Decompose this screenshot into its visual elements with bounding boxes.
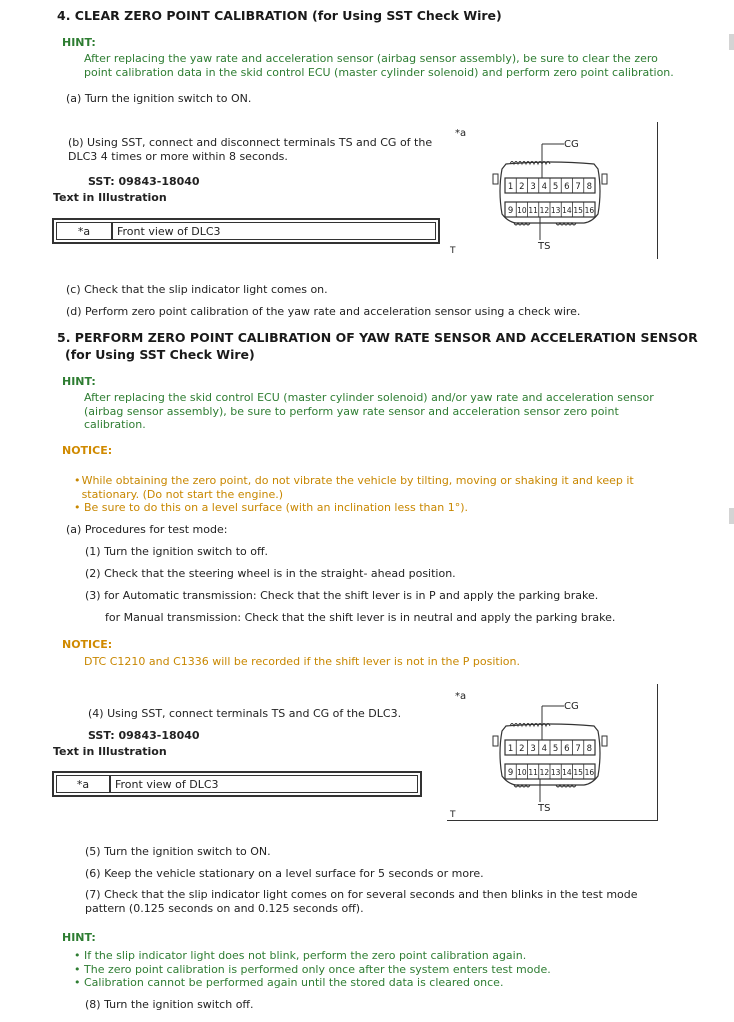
notice-list: [74, 474, 654, 515]
pin-label-6: 6: [564, 182, 570, 192]
step-b: (b) Using SST, connect and disconnect terminals TS and CG of the DLC3 4 times or more within 8 seconds.: [68, 136, 433, 163]
substep-5: (5) Turn the ignition switch to ON.: [85, 845, 271, 858]
pin-label-6: 6: [564, 744, 570, 754]
illustration-legend-table-2: [52, 771, 422, 797]
dlc3-connector-diagram: [486, 136, 616, 256]
section-5-heading: 5. PERFORM ZERO POINT CALIBRATION OF YAW RATE SENSOR AND ACCELERATION SENSOR: [57, 330, 698, 345]
pin-label-8: 8: [586, 744, 593, 754]
pin-label-13: 13: [550, 768, 561, 777]
substep-2: (2) Check that the steering wheel is in the straight- ahead position.: [85, 567, 456, 580]
sst-number-2: SST: 09843-18040: [88, 729, 200, 742]
substep-7: (7) Check that the slip indicator light comes on for several seconds and then blinks in the test mode pattern (0.125 seconds on and 0.125 seconds off).: [85, 888, 638, 915]
pin-label-5: 5: [552, 744, 559, 754]
cg-label: CG: [564, 139, 579, 150]
hint-text: After replacing the yaw rate and acceleration sensor (airbag sensor assembly), be sure to clear the zero point calibration data in the skid control ECU (master cylinder solenoid) and perform zero point calibration.: [84, 52, 674, 79]
pin-label-2: 2: [519, 744, 525, 754]
pin-label-11: 11: [528, 768, 538, 777]
step-5a: (a) Procedures for test mode:: [66, 523, 228, 536]
pin-label-11: 11: [528, 206, 538, 215]
hint-label-3: HINT:: [62, 931, 96, 944]
illustration-marker-a-2: *a: [455, 691, 467, 702]
step-d: (d) Perform zero point calibration of the yaw rate and acceleration sensor using a check wire.: [66, 305, 581, 318]
substep-4: (4) Using SST, connect terminals TS and CG of the DLC3.: [88, 707, 402, 720]
legend-key-2: *a: [56, 775, 110, 793]
bottom-pin-labels: [508, 202, 594, 217]
pin-label-3: 3: [530, 744, 536, 754]
illustration-legend-table: [52, 218, 440, 244]
pin-label-15: 15: [573, 206, 583, 215]
substep-3-manual: for Manual transmission: Check that the shift lever is in neutral and apply the parking brake.: [105, 611, 616, 624]
cg-label-2: CG: [564, 701, 579, 712]
hint-label-2: HINT:: [62, 375, 96, 388]
pin-label-12: 12: [539, 206, 550, 215]
illustration-marker-t-2: T: [450, 810, 456, 820]
substep-1: (1) Turn the ignition switch to off.: [85, 545, 269, 558]
pin-label-9: 9: [507, 206, 514, 216]
substep-8: (8) Turn the ignition switch off.: [85, 998, 254, 1011]
hint-text-2: After replacing the skid control ECU (master cylinder solenoid) and/or yaw rate and acceleration sensor (airbag sensor assembly), be sure to perform yaw rate sensor and acceleration sensor zero point calibration.: [84, 391, 654, 431]
illustration-marker-a: *a: [455, 128, 467, 139]
bottom-pin-labels: [508, 764, 594, 779]
hint-item: • Calibration cannot be performed again until the stored data is cleared once.: [74, 976, 504, 989]
pin-label-1: 1: [507, 744, 514, 754]
pin-label-7: 7: [575, 182, 581, 192]
pin-label-14: 14: [562, 768, 572, 777]
pin-label-16: 16: [584, 206, 595, 215]
hint-list-2: [74, 949, 674, 990]
legend-value: Front view of DLC3: [112, 222, 436, 240]
pin-label-10: 10: [517, 768, 527, 777]
ts-label: TS: [538, 241, 551, 252]
legend-key: *a: [56, 222, 112, 240]
top-pin-labels: [508, 740, 592, 755]
pin-label-12: 12: [539, 768, 550, 777]
pin-label-13: 13: [550, 206, 561, 215]
hint-item: • The zero point calibration is performed only once after the system enters test mode.: [74, 962, 551, 976]
substep-3: (3) for Automatic transmission: Check that the shift lever is in P and apply the parking brake.: [85, 589, 599, 602]
step-c: (c) Check that the slip indicator light comes on.: [66, 283, 328, 296]
text-in-illustration-label: Text in Illustration: [53, 191, 167, 204]
hint-item: • If the slip indicator light does not blink, perform the zero point calibration again.: [74, 949, 527, 962]
section-5-heading-line2: (for Using SST Check Wire): [65, 347, 255, 362]
notice-label-2: NOTICE:: [62, 638, 113, 651]
pin-label-3: 3: [530, 182, 536, 192]
illustration-border-2: [657, 684, 658, 821]
legend-value-2: Front view of DLC3: [110, 775, 418, 793]
pin-label-7: 7: [575, 744, 581, 754]
section-4-heading: 4. CLEAR ZERO POINT CALIBRATION (for Using SST Check Wire): [57, 8, 502, 23]
text-in-illustration-label-2: Text in Illustration: [53, 745, 167, 758]
notice-text-2: DTC C1210 and C1336 will be recorded if the shift lever is not in the P position.: [84, 655, 520, 668]
notice-item: • While obtaining the zero point, do not vibrate the vehicle by tilting, moving or shaking it and keep it stationary. (Do not start the engine.): [74, 474, 634, 501]
illustration-marker-t: T: [450, 246, 456, 256]
top-pin-labels: [508, 178, 592, 193]
pin-label-4: 4: [541, 182, 548, 192]
illustration-bottom-border-2: [447, 820, 658, 821]
pin-label-16: 16: [584, 768, 595, 777]
pin-label-5: 5: [552, 182, 559, 192]
pin-label-14: 14: [562, 206, 572, 215]
substep-6: (6) Keep the vehicle stationary on a level surface for 5 seconds or more.: [85, 867, 484, 880]
pin-label-9: 9: [507, 768, 514, 778]
ts-label-2: TS: [538, 803, 551, 814]
dlc3-connector-diagram-2: [486, 698, 616, 818]
pin-label-8: 8: [586, 182, 593, 192]
pin-label-4: 4: [541, 744, 548, 754]
pin-label-1: 1: [507, 182, 514, 192]
sst-number: SST: 09843-18040: [88, 175, 200, 188]
notice-label: NOTICE:: [62, 444, 113, 457]
step-a: (a) Turn the ignition switch to ON.: [66, 92, 252, 105]
illustration-border: [657, 122, 658, 259]
pin-label-15: 15: [573, 768, 583, 777]
scrollbar-thumb[interactable]: [729, 34, 734, 50]
scrollbar-thumb-2[interactable]: [729, 508, 734, 524]
pin-label-10: 10: [517, 206, 527, 215]
pin-label-2: 2: [519, 182, 525, 192]
notice-item: • Be sure to do this on a level surface (with an inclination less than 1°).: [74, 501, 468, 514]
hint-label: HINT:: [62, 36, 96, 49]
